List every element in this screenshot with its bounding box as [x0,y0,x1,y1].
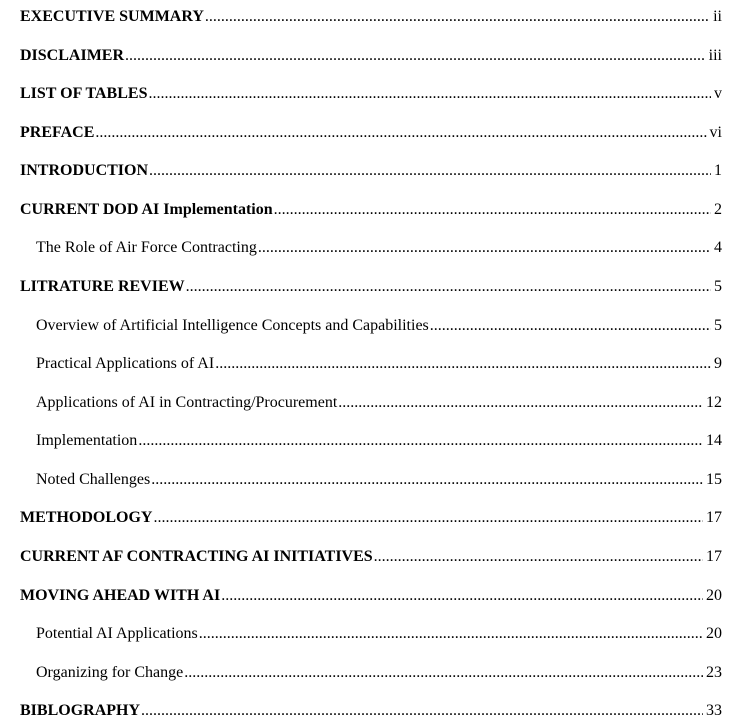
toc-entry-executive-summary[interactable] [20,7,722,27]
dot-leader [258,238,711,258]
toc-entry-organizing-for-change[interactable] [36,663,722,683]
toc-entry-title: Practical Applications of AI [36,355,215,372]
toc-entry-title: LIST OF TABLES [20,85,148,102]
toc-entry-page: iii [708,47,722,64]
toc-entry-title: Overview of Artificial Intelligence Concepts and Capabilities [36,317,429,334]
dot-leader [151,470,703,490]
toc-entry-title: PREFACE [20,124,95,141]
dot-leader [184,663,703,683]
dot-leader [95,123,706,143]
dot-leader [138,431,703,451]
toc-entry-title: CURRENT DOD AI Implementation [20,201,273,218]
toc-entry-current-dod-ai[interactable] [20,200,722,220]
toc-entry-page: 33 [706,702,722,719]
toc-entry-page: 4 [714,239,722,256]
toc-entry-title: Implementation [36,432,138,449]
toc-entry-page: ii [713,8,722,25]
dot-leader [153,508,703,528]
dot-leader [221,586,703,606]
toc-entry-page: 5 [714,317,722,334]
toc-entry-title: The Role of Air Force Contracting [36,239,257,256]
toc-entry-title: EXECUTIVE SUMMARY [20,8,204,25]
toc-entry-title: DISCLAIMER [20,47,125,64]
toc-entry-implementation[interactable] [36,431,722,451]
dot-leader [274,200,711,220]
toc-entry-applications-contracting[interactable] [36,393,722,413]
toc-entry-title: LITRATURE REVIEW [20,278,185,295]
toc-entry-page: 2 [714,201,722,218]
toc-entry-title: INTRODUCTION [20,162,149,179]
dot-leader [186,277,711,297]
toc-entry-potential-ai-applications[interactable] [36,624,722,644]
dot-leader [141,701,703,721]
dot-leader [430,316,711,336]
toc-entry-introduction[interactable] [20,161,722,181]
dot-leader [148,84,711,104]
toc-entry-moving-ahead[interactable] [20,586,722,606]
toc-entry-title: METHODOLOGY [20,509,153,526]
toc-entry-page: 20 [706,625,722,642]
toc-entry-page: v [714,85,722,102]
toc-entry-practical-applications[interactable] [36,354,722,374]
dot-leader [374,547,703,567]
toc-entry-title: BIBLOGRAPHY [20,702,141,719]
toc-entry-overview-ai-concepts[interactable] [36,316,722,336]
toc-entry-role-of-af-contracting[interactable] [36,238,722,258]
toc-entry-page: vi [709,124,722,141]
toc-entry-page: 17 [706,509,722,526]
toc-entry-page: 9 [714,355,722,372]
toc-entry-title: Noted Challenges [36,471,151,488]
toc-entry-page: 12 [706,394,722,411]
toc-entry-page: 14 [706,432,722,449]
dot-leader [149,161,711,181]
toc-entry-methodology[interactable] [20,508,722,528]
toc-entry-literature-review[interactable] [20,277,722,297]
toc-entry-current-af-contracting[interactable] [20,547,722,567]
toc-entry-page: 1 [714,162,722,179]
dot-leader [125,46,706,66]
toc-entry-preface[interactable] [20,123,722,143]
toc-entry-page: 23 [706,664,722,681]
toc-entry-page: 20 [706,587,722,604]
toc-entry-noted-challenges[interactable] [36,470,722,490]
toc-entry-bibliography[interactable] [20,701,722,721]
toc-entry-list-of-tables[interactable] [20,84,722,104]
toc-entry-page: 15 [706,471,722,488]
toc-entry-title: Applications of AI in Contracting/Procurement [36,394,338,411]
toc-entry-title: Potential AI Applications [36,625,198,642]
toc-entry-disclaimer[interactable] [20,46,722,66]
toc-entry-title: CURRENT AF CONTRACTING AI INITIATIVES [20,548,373,565]
dot-leader [215,354,711,374]
dot-leader [338,393,703,413]
toc-entry-page: 17 [706,548,722,565]
dot-leader [205,7,710,27]
toc-entry-title: Organizing for Change [36,664,184,681]
toc-entry-title: MOVING AHEAD WITH AI [20,587,221,604]
toc-entry-page: 5 [714,278,722,295]
dot-leader [199,624,703,644]
